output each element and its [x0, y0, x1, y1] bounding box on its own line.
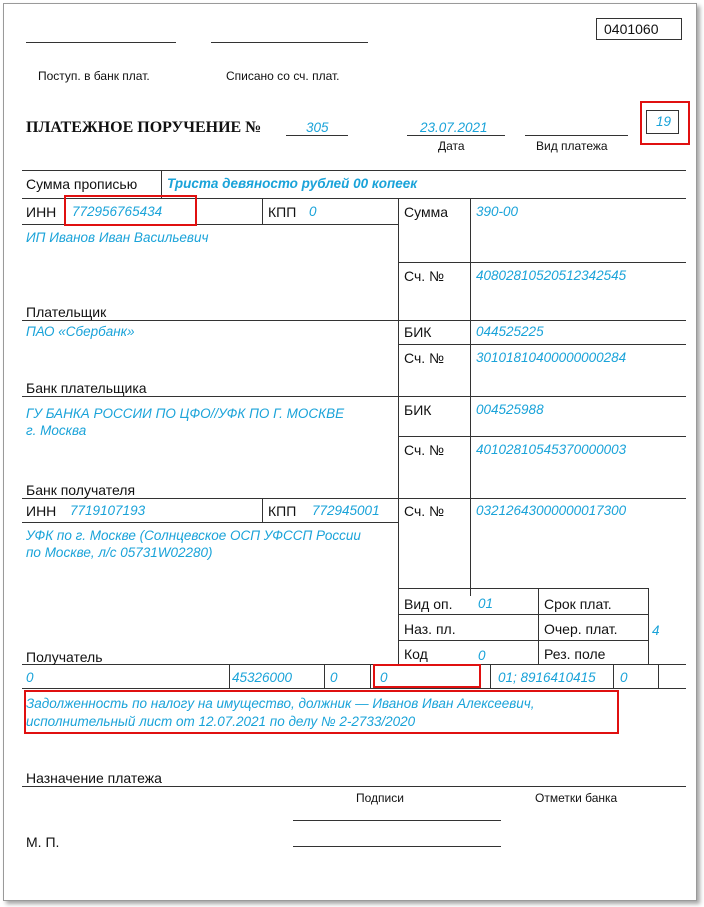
- recipient-bank-acc: 40102810545370000003: [476, 442, 627, 457]
- signature-line: [293, 820, 501, 821]
- vid-op-label: Вид оп.: [404, 596, 453, 612]
- tax-oktmo: 45326000: [232, 670, 293, 685]
- order-date: 23.07.2021: [420, 120, 488, 135]
- recipient-bank-bik-label: БИК: [404, 402, 432, 418]
- amount-words-divider: [161, 170, 162, 198]
- recipient-label: Получатель: [26, 649, 103, 665]
- recipient-bank-bik: 004525988: [476, 402, 544, 417]
- payer-kpp-label: КПП: [268, 204, 297, 220]
- row-line: [22, 688, 686, 689]
- date-label: Дата: [438, 139, 465, 153]
- row-line: [398, 344, 686, 345]
- page-title: ПЛАТЕЖНОЕ ПОРУЧЕНИЕ №: [26, 119, 262, 136]
- payer-label: Плательщик: [26, 304, 107, 320]
- row-line: [22, 320, 686, 321]
- purpose-highlight: [24, 690, 619, 734]
- status-code-highlight: [640, 101, 690, 145]
- purpose-text: Задолженность по налогу на имущество, должник — Иванов Иван Алексеевич,: [26, 696, 535, 711]
- tax-period-highlight: [373, 664, 481, 688]
- payer-kpp: 0: [309, 204, 317, 219]
- op-divider: [538, 588, 539, 664]
- debited-label: Списано со сч. плат.: [226, 69, 340, 83]
- debited-date-line: [211, 42, 368, 43]
- payer-inn: 772956765434: [72, 204, 163, 219]
- ocher-label: Очер. плат.: [544, 621, 618, 637]
- payer-bank-label: Банк плательщика: [26, 380, 147, 396]
- row-line: [398, 436, 686, 437]
- row-line: [398, 588, 648, 589]
- op-divider: [648, 588, 649, 664]
- payer-account: 40802810520512342545: [476, 268, 627, 283]
- row-line: [398, 614, 648, 615]
- payer-name: ИП Иванов Иван Васильевич: [26, 230, 209, 245]
- recipient-kpp-label: КПП: [268, 503, 297, 519]
- tax-status: 0: [26, 670, 34, 685]
- sum-label: Сумма: [404, 204, 448, 220]
- tax-divider: [658, 664, 659, 688]
- payer-bank-name: ПАО «Сбербанк»: [26, 324, 135, 339]
- stamp-label: М. П.: [26, 834, 60, 850]
- purpose-label: Назначение платежа: [26, 770, 162, 786]
- tax-divider: [613, 664, 614, 688]
- tax-basis: 0: [330, 670, 338, 685]
- signature-line: [293, 846, 501, 847]
- payer-inn-highlight: [64, 195, 197, 226]
- recipient-name: УФК по г. Москве (Солнцевское ОСП УФССП России: [26, 528, 361, 543]
- recipient-bank-acc-label: Сч. №: [404, 442, 445, 458]
- order-date-line: [407, 135, 505, 136]
- row-line: [22, 396, 686, 397]
- tax-doc-date: 0: [620, 670, 628, 685]
- kod-label: Код: [404, 646, 428, 662]
- recipient-bank-label: Банк получателя: [26, 482, 136, 498]
- kod-value: 0: [478, 648, 486, 663]
- ocher-value: 4: [652, 623, 660, 638]
- recipient-name-2: по Москве, л/с 05731W02280): [26, 545, 213, 560]
- value-divider: [470, 198, 471, 596]
- vid-op-value: 01: [478, 596, 494, 611]
- recipient-inn: 7719107193: [70, 503, 146, 518]
- tax-divider: [324, 664, 325, 688]
- row-line: [22, 522, 398, 523]
- srok-label: Срок плат.: [544, 596, 612, 612]
- row-line: [22, 786, 686, 787]
- purpose-text-2: исполнительный лист от 12.07.2021 по делу № 2-2733/2020: [26, 714, 416, 729]
- form-code: 0401060: [604, 21, 659, 37]
- payer-account-label: Сч. №: [404, 268, 445, 284]
- order-number-line: [286, 135, 348, 136]
- payer-inn-label: ИНН: [26, 204, 57, 220]
- recipient-acc-label: Сч. №: [404, 503, 445, 519]
- main-divider: [398, 198, 399, 664]
- row-line: [22, 170, 686, 171]
- payment-type-label: Вид платежа: [536, 139, 608, 153]
- row-line: [22, 664, 686, 665]
- tax-divider: [370, 664, 371, 688]
- recipient-inn-label: ИНН: [26, 503, 57, 519]
- recipient-kpp: 772945001: [312, 503, 380, 518]
- order-number: 305: [306, 120, 329, 135]
- amount-words-label: Сумма прописью: [26, 176, 138, 192]
- tax-divider: [490, 664, 491, 688]
- naz-label: Наз. пл.: [404, 621, 456, 637]
- inn-kpp-divider: [262, 198, 263, 224]
- row-line: [398, 262, 686, 263]
- payment-order-form: [3, 3, 697, 901]
- status-code: 19: [656, 114, 672, 129]
- received-label: Поступ. в банк плат.: [38, 69, 150, 83]
- row-line: [398, 640, 648, 641]
- tax-doc-number: 01; 8916410415: [498, 670, 596, 685]
- payer-bank-bik-label: БИК: [404, 324, 432, 340]
- rec-inn-kpp-divider: [262, 498, 263, 522]
- payment-type-line: [525, 135, 628, 136]
- received-date-line: [26, 42, 176, 43]
- signatures-label: Подписи: [356, 791, 404, 805]
- tax-divider: [229, 664, 230, 688]
- payer-bank-acc: 30101810400000000284: [476, 350, 627, 365]
- recipient-bank-city: г. Москва: [26, 423, 87, 438]
- payer-bank-acc-label: Сч. №: [404, 350, 445, 366]
- tax-period: 0: [380, 670, 388, 685]
- rez-label: Рез. поле: [544, 646, 606, 662]
- recipient-bank-name: ГУ БАНКА РОССИИ ПО ЦФО//УФК ПО Г. МОСКВЕ: [26, 406, 345, 421]
- row-line: [22, 498, 686, 499]
- recipient-acc: 03212643000000017300: [476, 503, 627, 518]
- amount-words-value: Триста девяносто рублей 00 копеек: [167, 176, 418, 191]
- sum-value: 390-00: [476, 204, 519, 219]
- bank-marks-label: Отметки банка: [535, 791, 618, 805]
- payer-bank-bik: 044525225: [476, 324, 544, 339]
